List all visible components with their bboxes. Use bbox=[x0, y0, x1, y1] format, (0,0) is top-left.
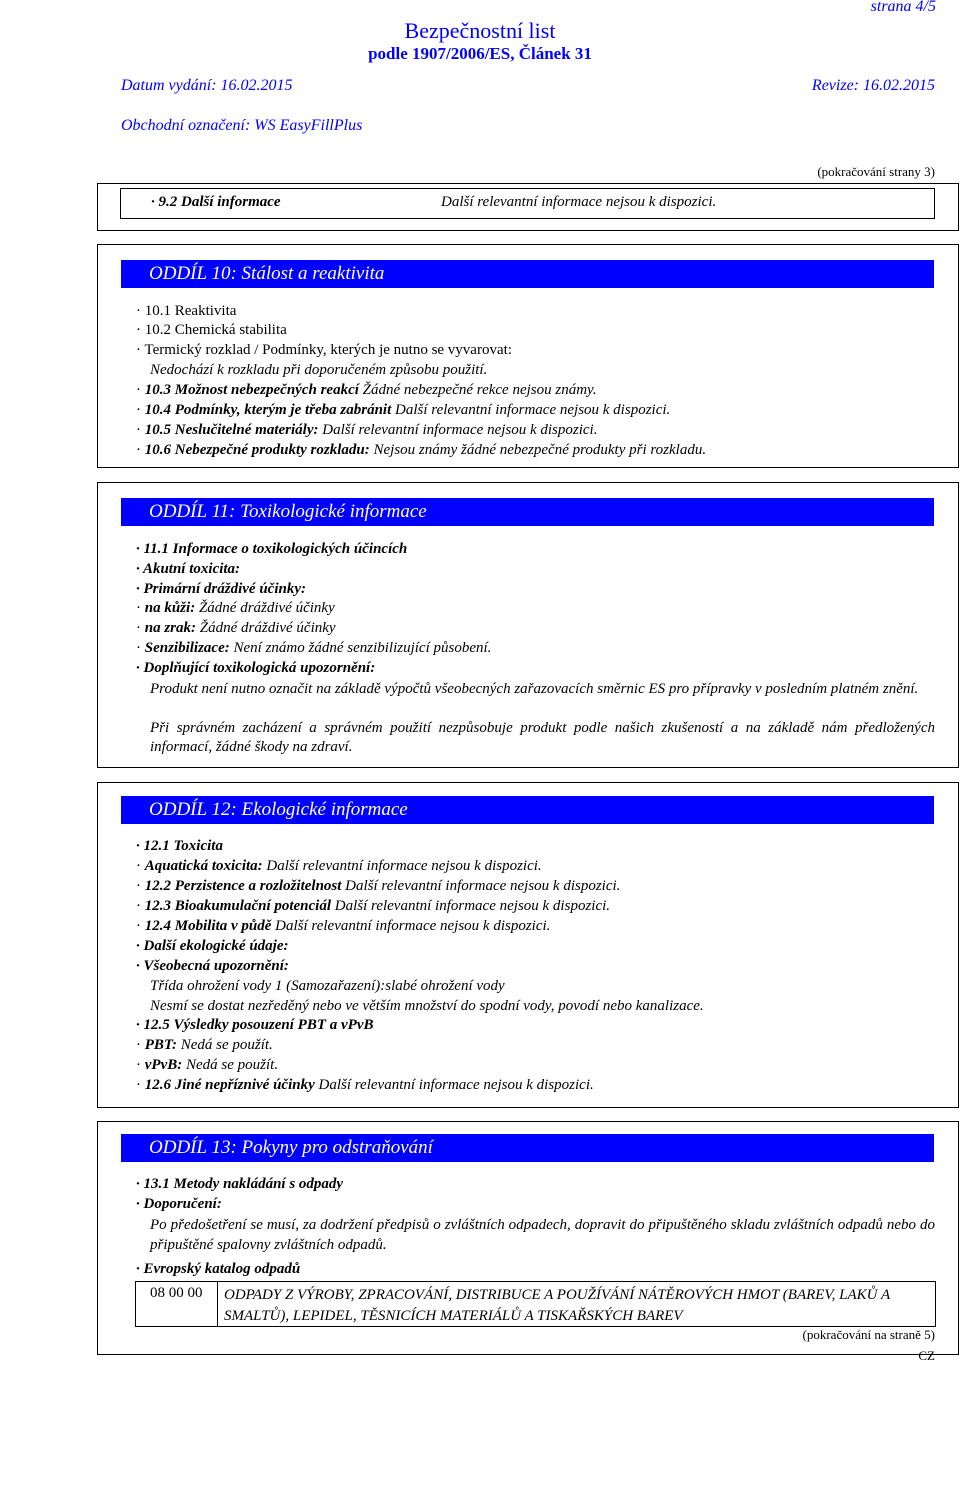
s10-line: · 10.3 Možnost nebezpečných reakcí Žádné nebezpečné rekce nejsou známy. bbox=[136, 382, 597, 398]
doc-subtitle: podle 1907/2006/ES, Článek 31 bbox=[368, 44, 592, 63]
s13-line: · Evropský katalog odpadů bbox=[136, 1261, 301, 1277]
s11-paragraph: Při správném zacházení a správném použití nezpůsobuje produkt podle našich zkušeností a na základě nám předložených informací, žádné škody na zdraví. bbox=[150, 720, 935, 755]
doc-title: Bezpečnostní list bbox=[404, 18, 556, 43]
revision-date: Revize: 16.02.2015 bbox=[811, 77, 935, 94]
waste-catalog-table bbox=[135, 1281, 936, 1327]
s12-line: · vPvB: Nedá se použít. bbox=[136, 1057, 279, 1073]
s12-line: · 12.1 Toxicita bbox=[136, 838, 223, 854]
country-code: CZ bbox=[918, 1348, 935, 1363]
info-label: · 9.2 Další informace bbox=[151, 194, 281, 210]
s12-line: Třída ohrožení vody 1 (Samozařazení):slabé ohrožení vody bbox=[150, 978, 505, 994]
s10-line: · 10.2 Chemická stabilita bbox=[136, 322, 287, 338]
page-number: strana 4/5 bbox=[870, 0, 936, 15]
s12-line: · 12.6 Jiné nepříznivé účinky Další relevantní informace nejsou k dispozici. bbox=[136, 1077, 594, 1093]
info-value: Další relevantní informace nejsou k dispozici. bbox=[441, 194, 717, 210]
section-10-title: ODDÍL 10: Stálost a reaktivita bbox=[121, 260, 934, 288]
s11-line: · Senzibilizace: Není známo žádné senzibilizující působení. bbox=[136, 640, 492, 656]
s13-paragraph: Po předošetření se musí, za dodržení předpisů o zvláštních odpadech, dopravit do připuštěného skladu zvláštních odpadů nebo do připuštěné spalovny zvláštních odpadů. bbox=[150, 1217, 935, 1253]
waste-code-cell bbox=[136, 1282, 218, 1326]
s10-line: · 10.5 Neslučitelné materiály: Další relevantní informace nejsou k dispozici. bbox=[136, 422, 598, 438]
waste-code-description: ODPADY Z VÝROBY, ZPRACOVÁNÍ, DISTRIBUCE A POUŽÍVÁNÍ NÁTĚROVÝCH HMOT (BAREV, LAKŮ A SMALTŮ), LEPIDEL, TĚSNICÍCH MATERIÁLŮ A TISKAŘSKÝCH BAREV bbox=[224, 1287, 890, 1324]
s11-line: · Primární dráždivé účinky: bbox=[136, 581, 307, 597]
s12-line: · 12.5 Výsledky posouzení PBT a vPvB bbox=[136, 1017, 374, 1033]
s12-line: · PBT: Nedá se použít. bbox=[136, 1037, 273, 1053]
s10-line: · 10.6 Nebezpečné produkty rozkladu: Nejsou známy žádné nebezpečné produkty při rozkladu. bbox=[136, 442, 707, 458]
s12-line: · Další ekologické údaje: bbox=[136, 938, 289, 954]
s11-line: · Akutní toxicita: bbox=[136, 561, 241, 577]
s12-line: Nesmí se dostat nezředěný nebo ve větším množství do spodní vody, povodí nebo kanalizace. bbox=[150, 998, 704, 1014]
section-11-title: ODDÍL 11: Toxikologické informace bbox=[121, 498, 934, 526]
s12-line: · Aquatická toxicita: Další relevantní informace nejsou k dispozici. bbox=[136, 858, 542, 874]
issue-date: Datum vydání: 16.02.2015 bbox=[121, 77, 293, 94]
section-13-title: ODDÍL 13: Pokyny pro odstraňování bbox=[121, 1134, 934, 1162]
s12-line: · Všeobecná upozornění: bbox=[136, 958, 289, 974]
s10-line: · 10.4 Podmínky, kterým je třeba zabránit Další relevantní informace nejsou k dispozici. bbox=[136, 402, 671, 418]
continued-to: (pokračování na straně 5) bbox=[802, 1327, 935, 1342]
s12-line: · 12.4 Mobilita v půdě Další relevantní informace nejsou k dispozici. bbox=[136, 918, 551, 934]
s13-line: · 13.1 Metody nakládání s odpady bbox=[136, 1176, 344, 1192]
s11-line: · na kůži: Žádné dráždivé účinky bbox=[136, 600, 335, 616]
waste-code: 08 00 00 bbox=[150, 1285, 203, 1301]
section-12-title: ODDÍL 12: Ekologické informace bbox=[121, 796, 934, 824]
s10-line: Nedochází k rozkladu při doporučeném způsobu použití. bbox=[150, 362, 488, 378]
trade-name: Obchodní označení: WS EasyFillPlus bbox=[121, 117, 363, 134]
section-9-box bbox=[97, 183, 959, 231]
s11-paragraph: Produkt není nutno označit na základě výpočtů všeobecných zařazovacích směrnic ES pro přípravky v posledním platném znění. bbox=[150, 681, 919, 697]
s13-line: · Doporučení: bbox=[136, 1196, 222, 1212]
s11-line: · na zrak: Žádné dráždivé účinky bbox=[136, 620, 336, 636]
s11-line: · 11.1 Informace o toxikologických účincích bbox=[136, 541, 408, 557]
info-row bbox=[120, 188, 935, 219]
s12-line: · 12.3 Bioakumulační potenciál Další relevantní informace nejsou k dispozici. bbox=[136, 898, 611, 914]
s11-line: · Doplňující toxikologická upozornění: bbox=[136, 660, 376, 676]
s10-line: · 10.1 Reaktivita bbox=[136, 303, 237, 319]
s10-line: · Termický rozklad / Podmínky, kterých je nutno se vyvarovat: bbox=[136, 342, 512, 358]
s12-line: · 12.2 Perzistence a rozložitelnost Další relevantní informace nejsou k dispozici. bbox=[136, 878, 621, 894]
continued-from: (pokračování strany 3) bbox=[817, 164, 935, 179]
